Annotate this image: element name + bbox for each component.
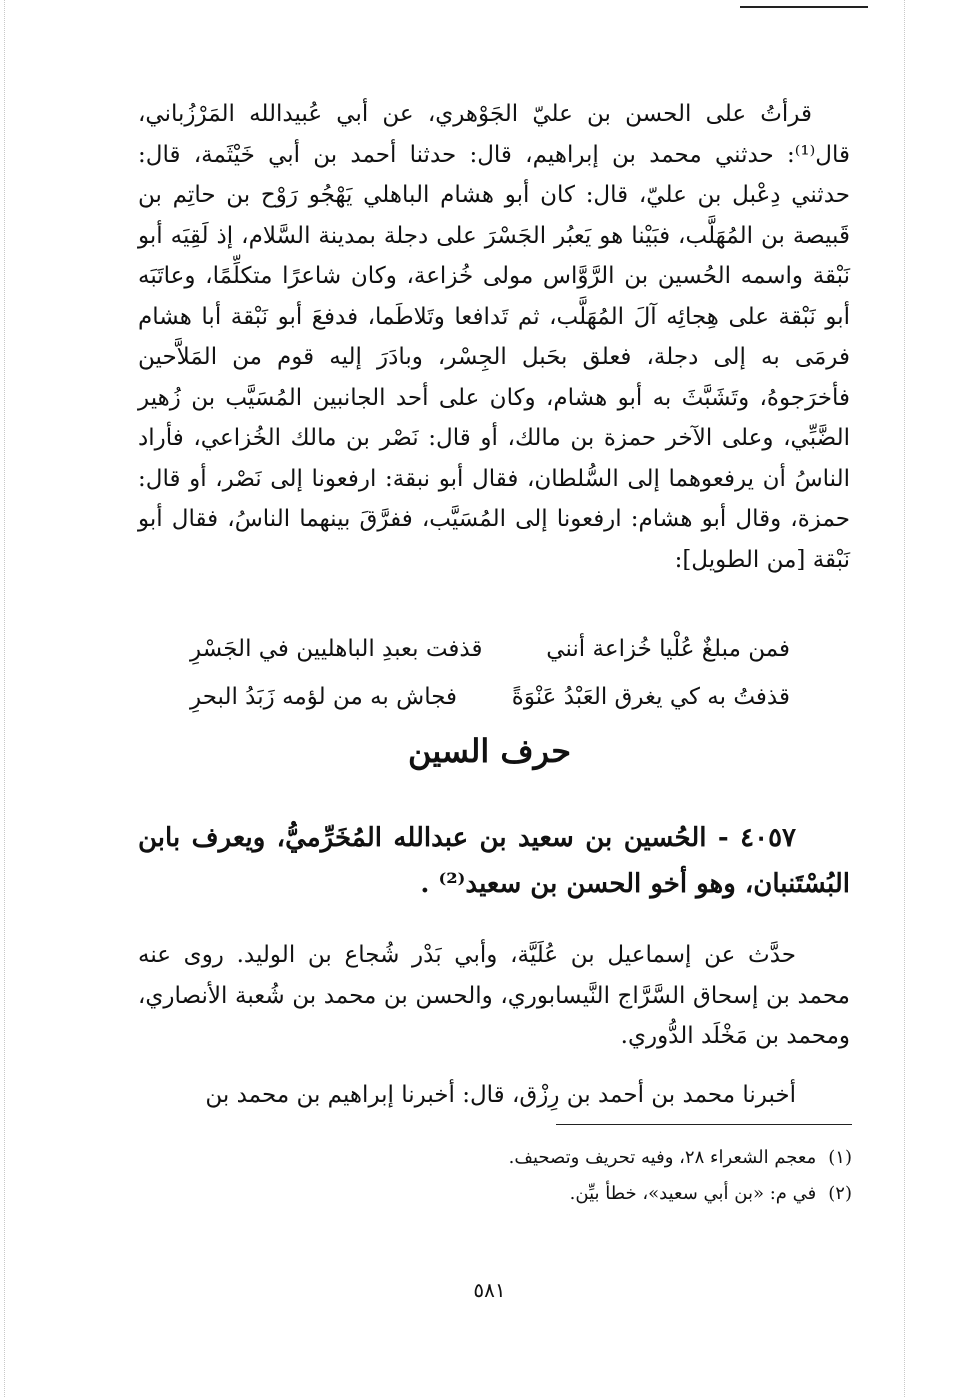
verse-line-1-second-hemistich: قذفت بعبدِ الباهليين في الجَسْرِ — [190, 636, 483, 662]
footnote-1-text: معجم الشعراء ٢٨، وفيه تحريف وتصحيف. — [508, 1147, 817, 1168]
footnote-1-number: (١) — [828, 1147, 852, 1168]
left-margin-dots — [4, 0, 5, 1397]
footnote-2-number: (٢) — [828, 1183, 852, 1204]
footnotes — [420, 1140, 852, 1212]
footnote-2-text: في م: «بن أبي سعيد»، خطأ بيِّن. — [569, 1183, 817, 1204]
paragraph-isnad: قرأتُ على الحسن بن عليّ الجَوْهري، عن أبي عُبيدالله المَرْزُباني، قال⁽¹⁾: حدثني محمد بن إبراهيم، قال: حدثنا أحمد بن أبي خَيْثَمة، قال: حدثني دِعْبل بن عليّ، قال: كان أبو هشام الباهلي يَهْجُو رَوْح بن حاتِم بن قَبيصة بن المُهَلَّب، فبَيْنا هو يَعبُر الجَسْرَ على دجلة بمدينة السَّلام، إذ لَقِيَه أبو نَبْقة واسمه الحُسين بن الرَّوَّاس مولى خُزاعة، وكان شاعرًا متكلِّمًا، وعاتَبَه أبو نَبْقة على هِجائِه آلَ المُهَلَّب، ثم تَدافعا وتَلاطَما، فدفعَ أبو نَبْقة أبا هشام فرمَى به إلى دجلة، فعلق بحَبل الجِسْر، وبادَرَ إليه قوم من المَلاَّحين فأخرَجوهُ، وتَشَبَّثَ به أبو هشام، وكان على أحد الجانبين المُسَيَّب بن زُهير الضَّبِّي، وعلى الآخر حمزة بن مالك، أو قال: نَصْر بن مالك الخُزاعي، فأراد الناسُ أن يرفعوهما إلى السُّلطان، فقال أبو نبقة: ارفعونا إلى نَصْر، أو قال: حمزة، وقال أبو هشام: ارفعونا إلى المُسَيَّب، ففرَّقَ بينهما الناسُ، فقال أبو نَبْقة [من الطويل]: — [138, 101, 850, 573]
page-number: ٥٨١ — [473, 1278, 506, 1302]
entry-heading: ٤٠٥٧ - الحُسين بن سعيد بن عبدالله المُخَرِّميُّ، ويعرف بابن البُسْتَنبان، وهو أخو الحسن بن سعيد⁽²⁾ . — [138, 823, 850, 899]
verse-line-2 — [190, 684, 790, 710]
footnote-1 — [420, 1140, 852, 1176]
verse-line-1 — [190, 636, 790, 662]
header-rule — [740, 6, 868, 8]
footnote-separator — [556, 1124, 852, 1125]
right-margin-dots — [904, 0, 905, 1397]
footnote-2 — [420, 1176, 852, 1212]
verse-line-2-second-hemistich: فجاش به من لؤمه زَبَدُ البحرِ — [190, 684, 458, 710]
section-heading: حرف السين — [408, 732, 571, 770]
paragraph-chain: أخبرنا محمد بن أحمد بن رِزْق، قال: أخبرنا إبراهيم بن محمد بن — [205, 1082, 796, 1108]
paragraph-narrators: حدَّث عن إسماعيل بن عُلَيَّة، وأبي بَدْر شُجاع بن الوليد. روى عنه محمد بن إسحاق السَّرَّاج النَّيسابوري، والحسن بن محمد بن شُعبة الأنصاري، ومحمد بن مَخْلَد الدُّوري. — [138, 942, 850, 1049]
poem-verse — [190, 636, 790, 710]
verse-line-1-first-hemistich: فمن مبلغٌ عُلْيا خُزاعة أنني — [546, 636, 790, 662]
verse-line-2-first-hemistich: قذفتُ به كي يغرق العَبْدُ عَنْوَةً — [511, 684, 790, 710]
